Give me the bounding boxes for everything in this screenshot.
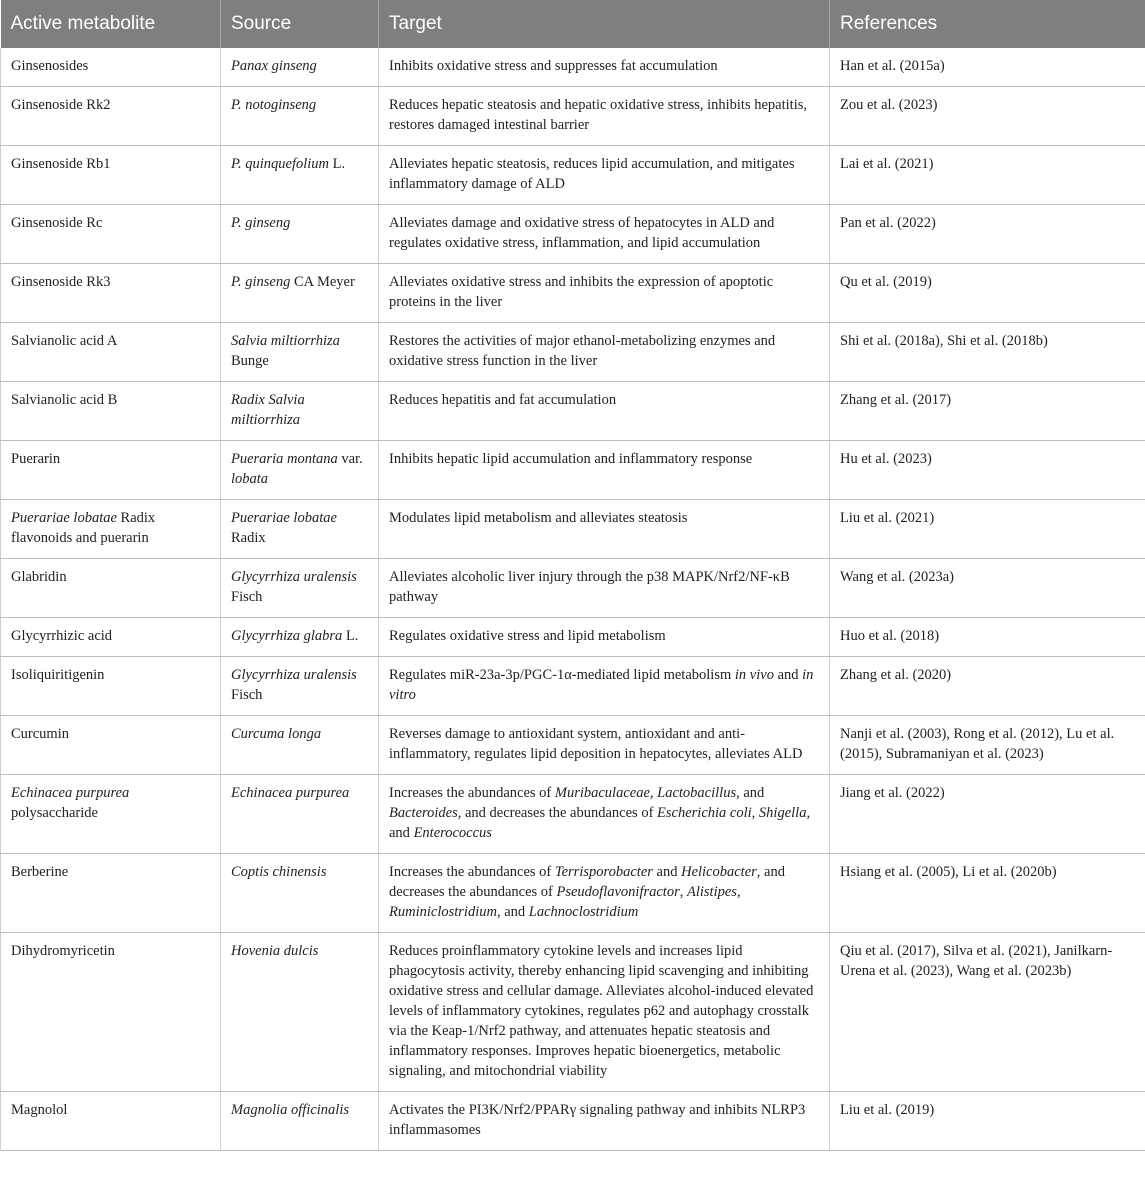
table-row [1,264,1145,323]
italic-text: in vitro [389,667,814,703]
text-run: Modulates lipid metabolism and alleviates steatosis [389,510,688,526]
cell-target [379,854,830,933]
text-run: Fisch [231,687,263,703]
cell-references: Lai et al. (2021) [830,146,1145,205]
cell-active-metabolite [1,775,221,854]
cell-source [221,48,379,87]
cell-source [221,264,379,323]
text-run: , and [389,805,811,841]
table-header [1,0,1145,48]
italic-text: P. ginseng [231,274,291,290]
text-run: Restores the activities of major ethanol-metabolizing enzymes and oxidative stress function in the liver [389,333,776,369]
italic-text: Ruminiclostridium [389,904,497,920]
table-row [1,716,1145,775]
cell-references: Zhang et al. (2020) [830,657,1145,716]
cell-active-metabolite: Glabridin [1,559,221,618]
cell-target [379,264,830,323]
cell-target [379,323,830,382]
cell-target [379,933,830,1092]
italic-text: Glycyrrhiza glabra [231,628,343,644]
italic-text: Panax ginseng [231,58,317,74]
text-run: Reduces proinflammatory cytokine levels and increases lipid phagocytosis activity, thereby enhancing lipid scavenging and inhibiting oxidative stress and cellular damage. Alleviates alcohol-induced elevated levels of inflammatory cytokines, regulates p62 and autophagy crosstalk via the Keap-1/Nrf2 pathway, and attenuates hepatic steatosis and inflammatory responses. Improves hepatic bioenergetics, metabolic signaling, and mitochondrial viability [389,943,814,1079]
italic-text: Curcuma longa [231,726,322,742]
italic-text: Muribaculaceae [554,785,650,801]
cell-target [379,559,830,618]
text-run: var. [337,451,363,467]
italic-text: Terrisporobacter [554,864,653,880]
header-target: Target [379,0,830,48]
cell-references: Liu et al. (2019) [830,1092,1145,1151]
cell-source [221,775,379,854]
text-run: L. [342,628,359,644]
table-row [1,441,1145,500]
cell-source [221,382,379,441]
cell-source [221,146,379,205]
cell-target [379,441,830,500]
cell-target [379,146,830,205]
cell-references: Hsiang et al. (2005), Li et al. (2020b) [830,854,1145,933]
italic-text: Pueraria montana [231,451,338,467]
text-run: , [751,805,759,821]
table-row [1,775,1145,854]
table-row [1,323,1145,382]
table-row [1,87,1145,146]
table-row [1,382,1145,441]
cell-target [379,87,830,146]
table-row [1,48,1145,87]
text-run: Inhibits oxidative stress and suppresses fat accumulation [389,58,718,74]
cell-references: Hu et al. (2023) [830,441,1145,500]
cell-source [221,933,379,1092]
table-row [1,1092,1145,1151]
text-run: , and [496,904,529,920]
table-row [1,500,1145,559]
cell-active-metabolite: Magnolol [1,1092,221,1151]
cell-active-metabolite: Ginsenoside Rb1 [1,146,221,205]
cell-active-metabolite: Dihydromyricetin [1,933,221,1092]
cell-target [379,500,830,559]
cell-references: Pan et al. (2022) [830,205,1145,264]
text-run: Increases the abundances of [389,785,555,801]
table-row [1,618,1145,657]
cell-source [221,618,379,657]
text-run: , and decreases the abundances of [457,805,658,821]
italic-text: Lactobacillus [657,785,737,801]
text-run: Regulates oxidative stress and lipid metabolism [389,628,666,644]
cell-active-metabolite: Salvianolic acid B [1,382,221,441]
italic-text: Bacteroides [389,805,458,821]
text-run: polysaccharide [11,805,98,821]
italic-text: Glycyrrhiza uralensis [231,667,357,683]
italic-text: Echinacea purpurea [231,785,350,801]
cell-references: Shi et al. (2018a), Shi et al. (2018b) [830,323,1145,382]
cell-target [379,48,830,87]
text-run: Increases the abundances of [389,864,555,880]
cell-active-metabolite: Puerarin [1,441,221,500]
text-run: CA Meyer [290,274,355,290]
italic-text: P. ginseng [231,215,291,231]
text-run: , [736,884,741,900]
italic-text: Hovenia dulcis [231,943,319,959]
text-run: Reduces hepatic steatosis and hepatic oxidative stress, inhibits hepatitis, restores damaged intestinal barrier [389,97,807,133]
cell-active-metabolite: Berberine [1,854,221,933]
text-run: Inhibits hepatic lipid accumulation and inflammatory response [389,451,753,467]
italic-text: lobata [231,471,269,487]
cell-references: Liu et al. (2021) [830,500,1145,559]
table-row [1,657,1145,716]
text-run: Radix flavonoids and puerarin [11,510,156,546]
header-source: Source [221,0,379,48]
text-run: Reduces hepatitis and fat accumulation [389,392,617,408]
cell-active-metabolite: Salvianolic acid A [1,323,221,382]
cell-target [379,775,830,854]
italic-text: Coptis chinensis [231,864,327,880]
italic-text: Shigella [758,805,807,821]
cell-source [221,854,379,933]
italic-text: Salvia miltiorrhiza [231,333,340,349]
cell-references: Jiang et al. (2022) [830,775,1145,854]
cell-target [379,657,830,716]
text-run: Reverses damage to antioxidant system, antioxidant and anti-inflammatory, regulates lipid deposition in hepatocytes, alleviates ALD [389,726,803,762]
header-references: References [830,0,1145,48]
cell-references: Zhang et al. (2017) [830,382,1145,441]
italic-text: in vivo [734,667,774,683]
cell-references: Qu et al. (2019) [830,264,1145,323]
cell-target [379,1092,830,1151]
cell-source [221,87,379,146]
text-run: Fisch [231,589,263,605]
cell-references: Wang et al. (2023a) [830,559,1145,618]
cell-source [221,657,379,716]
cell-target [379,382,830,441]
italic-text: Puerariae lobatae [11,510,117,526]
italic-text: Escherichia coli [657,805,752,821]
table-row [1,933,1145,1092]
italic-text: Helicobacter [681,864,757,880]
cell-source [221,205,379,264]
cell-source [221,559,379,618]
text-run: Alleviates damage and oxidative stress of hepatocytes in ALD and regulates oxidative stress, inflammation, and lipid accumulation [389,215,775,251]
cell-active-metabolite: Ginsenoside Rk2 [1,87,221,146]
cell-active-metabolite: Ginsenoside Rk3 [1,264,221,323]
cell-active-metabolite [1,500,221,559]
text-run: and [652,864,682,880]
italic-text: Radix Salvia miltiorrhiza [231,392,305,428]
cell-target [379,205,830,264]
italic-text: Enterococcus [413,825,492,841]
cell-active-metabolite: Ginsenoside Rc [1,205,221,264]
cell-source [221,441,379,500]
text-run: Bunge [231,353,269,369]
text-run: Activates the PI3K/Nrf2/PPARγ signaling pathway and inhibits NLRP3 inflammasomes [389,1102,806,1138]
italic-text: Magnolia officinalis [231,1102,350,1118]
text-run: Alleviates hepatic steatosis, reduces lipid accumulation, and mitigates inflammatory damage of ALD [389,156,795,192]
italic-text: Alistipes [686,884,737,900]
italic-text: Glycyrrhiza uralensis [231,569,357,585]
cell-active-metabolite: Glycyrrhizic acid [1,618,221,657]
text-run: L. [329,156,346,172]
cell-target [379,618,830,657]
text-run: Radix [231,530,266,546]
table-row [1,854,1145,933]
cell-source [221,500,379,559]
table-row [1,146,1145,205]
italic-text: P. quinquefolium [231,156,330,172]
table-row [1,205,1145,264]
cell-references: Huo et al. (2018) [830,618,1145,657]
text-run: , [649,785,658,801]
cell-references: Zou et al. (2023) [830,87,1145,146]
cell-active-metabolite: Ginsenosides [1,48,221,87]
header-active-metabolite: Active metabolite [1,0,221,48]
text-run: Alleviates alcoholic liver injury through the p38 MAPK/Nrf2/NF-κB pathway [389,569,790,605]
cell-references: Qiu et al. (2017), Silva et al. (2021), Janilkarn-Urena et al. (2023), Wang et al. (2023b) [830,933,1145,1092]
cell-source [221,323,379,382]
cell-target [379,716,830,775]
text-run: and [773,667,803,683]
cell-references: Nanji et al. (2003), Rong et al. (2012), Lu et al. (2015), Subramaniyan et al. (2023) [830,716,1145,775]
text-run: Alleviates oxidative stress and inhibits the expression of apoptotic proteins in the liver [389,274,774,310]
italic-text: Echinacea purpurea [11,785,130,801]
table-body [1,48,1145,1151]
text-run: , [679,884,687,900]
italic-text: Pseudoflavonifractor [556,884,680,900]
cell-active-metabolite: Isoliquiritigenin [1,657,221,716]
cell-source [221,716,379,775]
header-row [1,0,1145,48]
cell-source [221,1092,379,1151]
cell-active-metabolite: Curcumin [1,716,221,775]
text-run: Regulates miR-23a-3p/PGC-1α-mediated lipid metabolism [389,667,735,683]
italic-text: Lachnoclostridium [528,904,639,920]
italic-text: Puerariae lobatae [231,510,337,526]
cell-references: Han et al. (2015a) [830,48,1145,87]
table-row [1,559,1145,618]
text-run: , and [736,785,765,801]
text-run: , and decreases the abundances of [389,864,785,900]
italic-text: P. notoginseng [231,97,317,113]
